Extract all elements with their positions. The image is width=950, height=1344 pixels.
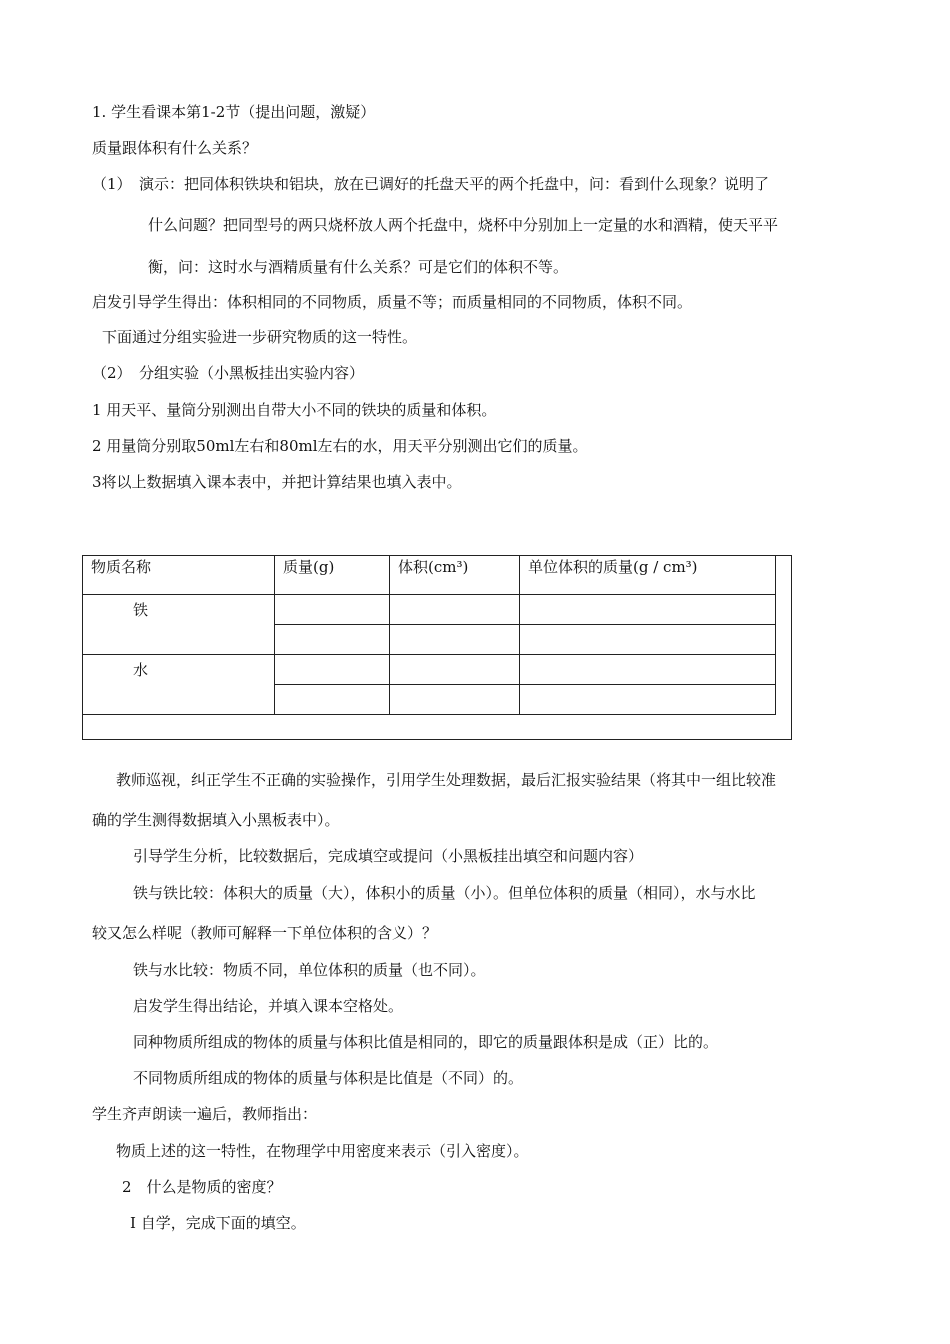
line-teacher-1: 教师巡视，纠正学生不正确的实验操作，引用学生处理数据，最后汇报实验结果（将其中一组比较准 [116,771,777,789]
line-demo-3: 衡，问：这时水与酒精质量有什么关系？可是它们的体积不等。 [148,258,569,276]
line-demo-2: 什么问题？把同型号的两只烧杯放人两个托盘中，烧杯中分别加上一定量的水和酒精，使天平平 [148,216,779,234]
header-cell: 单位体积的质量(g / cm³) [520,556,776,595]
line-step-1: 1 用天平、量筒分别测出自带大小不同的铁块的质量和体积。 [92,401,497,419]
line-teacher-2: 确的学生测得数据填入小黑板表中）。 [92,811,340,829]
line-section-1: 1. 学生看课本第1-2节（提出问题，激疑） [92,103,376,121]
table-row [83,655,776,685]
line-read-aloud: 学生齐声朗读一遍后，教师指出： [92,1105,318,1123]
table-cell [390,685,520,715]
table-cell [390,625,520,655]
table-cell [275,625,390,655]
line-step-3: 3将以上数据填入课本表中，并把计算结果也填入表中。 [92,473,462,491]
line-density-intro: 物质上述的这一特性，在物理学中用密度来表示（引入密度）。 [116,1142,529,1160]
line-step-2: 2 用量筒分别取50ml左右和80ml左右的水，用天平分别测出它们的质量。 [92,437,588,455]
line-iron-iron-1: 铁与铁比较：体积大的质量（大），体积小的质量（小）。但单位体积的质量（相同），水与水比 [133,884,756,902]
table-cell [275,655,390,685]
table-cell [275,685,390,715]
table-cell [520,685,776,715]
line-demo-1: （1） 演示：把同体积铁块和铝块，放在已调好的托盘天平的两个托盘中，问：看到什么现象？说明了 [92,175,770,193]
table-cell [390,595,520,625]
header-cell: 物质名称 [83,556,275,595]
header-cell: 体积(cm³) [390,556,520,595]
material-cell-iron: 铁 [83,595,275,655]
line-self-study: Ⅰ 自学，完成下面的填空。 [130,1214,306,1232]
line-guide: 启发引导学生得出：体积相同的不同物质，质量不等；而质量相同的不同物质，体积不同。 [92,293,693,311]
line-question: 质量跟体积有什么关系？ [92,139,258,157]
header-cell: 质量(g) [275,556,390,595]
line-next: 下面通过分组实验进一步研究物质的这一特性。 [102,328,418,346]
line-analysis: 引导学生分析，比较数据后，完成填空或提问（小黑板挂出填空和问题内容） [133,847,644,865]
table-cell [520,655,776,685]
table-cell [275,595,390,625]
table-cell [390,655,520,685]
table-row [83,595,776,625]
material-cell-water: 水 [83,655,275,715]
table-header-row [83,556,776,595]
line-section-2: 2 什么是物质的密度？ [122,1178,282,1196]
line-iron-water: 铁与水比较：物质不同，单位体积的质量（也不同）。 [133,961,486,979]
table-cell [520,625,776,655]
line-conclusion-same: 同种物质所组成的物体的质量与体积比值是相同的，即它的质量跟体积是成（正）比的。 [133,1033,719,1051]
line-iron-iron-2: 较又怎么样呢（教师可解释一下单位体积的含义）？ [92,924,438,942]
line-group-exp: （2） 分组实验（小黑板挂出实验内容） [92,364,365,382]
line-conclusion-intro: 启发学生得出结论，并填入课本空格处。 [133,997,404,1015]
table-cell [520,595,776,625]
data-table [82,555,776,715]
line-conclusion-diff: 不同物质所组成的物体的质量与体积是比值是（不同）的。 [133,1069,524,1087]
